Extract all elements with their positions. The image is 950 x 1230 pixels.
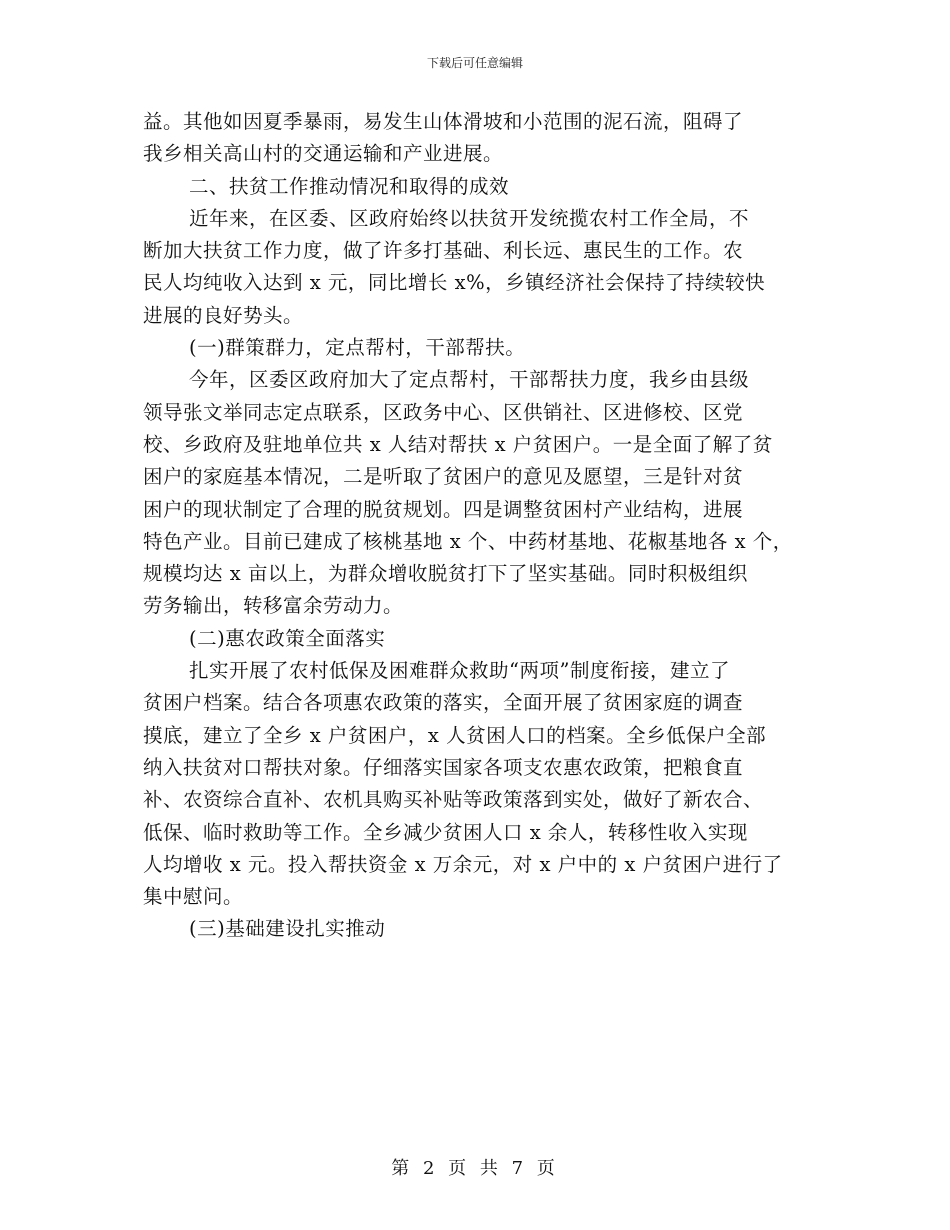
body-line: 领导张文举同志定点联系，区政务中心、区供销社、区进修校、区党 bbox=[143, 400, 744, 424]
body-line: 扎实开展了农村低保及困难群众救助“两项”制度衔接，建立了 bbox=[189, 659, 730, 683]
header-note: 下载后可任意编辑 bbox=[426, 56, 523, 70]
body-line: 断加大扶贫工作力度，做了许多打基础、利长远、惠民生的工作。农 bbox=[143, 239, 744, 263]
subsection-heading: (一)群策群力，定点帮村，干部帮扶。 bbox=[189, 336, 526, 360]
body-line: 困户的现状制定了合理的脱贫规划。四是调整贫困村产业结构，进展 bbox=[143, 497, 744, 521]
body-line: 近年来，在区委、区政府始终以扶贫开发统揽农村工作全局，不 bbox=[189, 206, 750, 230]
body-line: 摸底，建立了全乡 x 户贫困户，x 人贫困人口的档案。全乡低保户全部 bbox=[143, 723, 767, 747]
body-line: 低保、临时救助等工作。全乡减少贫困人口 x 余人，转移性收入实现 bbox=[143, 820, 748, 844]
body-line: 益。其他如因夏季暴雨，易发生山体滑坡和小范围的泥石流，阻碍了 bbox=[143, 110, 744, 133]
body-line: 我乡相关高山村的交通运输和产业进展。 bbox=[143, 142, 504, 166]
body-line: 贫困户档案。结合各项惠农政策的落实，全面开展了贫困家庭的调查 bbox=[143, 691, 744, 715]
body-line: 补、农资综合直补、农机具购买补贴等政策落到实处，做好了新农合、 bbox=[143, 788, 764, 812]
body-line: 特色产业。目前已建成了核桃基地 x 个、中药材基地、花椒基地各 x 个， bbox=[143, 529, 793, 553]
body-line: 进展的良好势头。 bbox=[143, 303, 304, 327]
body-line: 困户的家庭基本情况，二是听取了贫困户的意见及愿望，三是针对贫 bbox=[143, 465, 744, 489]
body-line: 纳入扶贫对口帮扶对象。仔细落实国家各项支农惠农政策，把粮食直 bbox=[143, 755, 744, 779]
body-line: 校、乡政府及驻地单位共 x 人结对帮扶 x 户贫困户。一是全面了解了贫 bbox=[143, 432, 773, 456]
body-line: 集中慰问。 bbox=[143, 885, 244, 909]
body-line: 民人均纯收入达到 x 元，同比增长 x%，乡镇经济社会保持了持续较快 bbox=[143, 271, 766, 295]
document-body bbox=[143, 106, 823, 946]
body-line: 今年，区委区政府加大了定点帮村，干部帮扶力度，我乡由县级 bbox=[189, 368, 750, 392]
section-heading: 二、扶贫工作推动情况和取得的成效 bbox=[189, 174, 510, 198]
subsection-heading: (三)基础建设扎实推动 bbox=[189, 917, 386, 941]
body-line: 规模均达 x 亩以上，为群众增收脱贫打下了坚实基础。同时积极组织 bbox=[143, 562, 748, 586]
subsection-heading: (二)惠农政策全面落实 bbox=[189, 626, 386, 650]
page-number-footer: 第 2 页 共 7 页 bbox=[391, 1158, 559, 1179]
body-line: 人均增收 x 元。投入帮扶资金 x 万余元，对 x 户中的 x 户贫困户进行了 bbox=[143, 852, 783, 876]
body-line: 劳务输出，转移富余劳动力。 bbox=[143, 594, 404, 618]
